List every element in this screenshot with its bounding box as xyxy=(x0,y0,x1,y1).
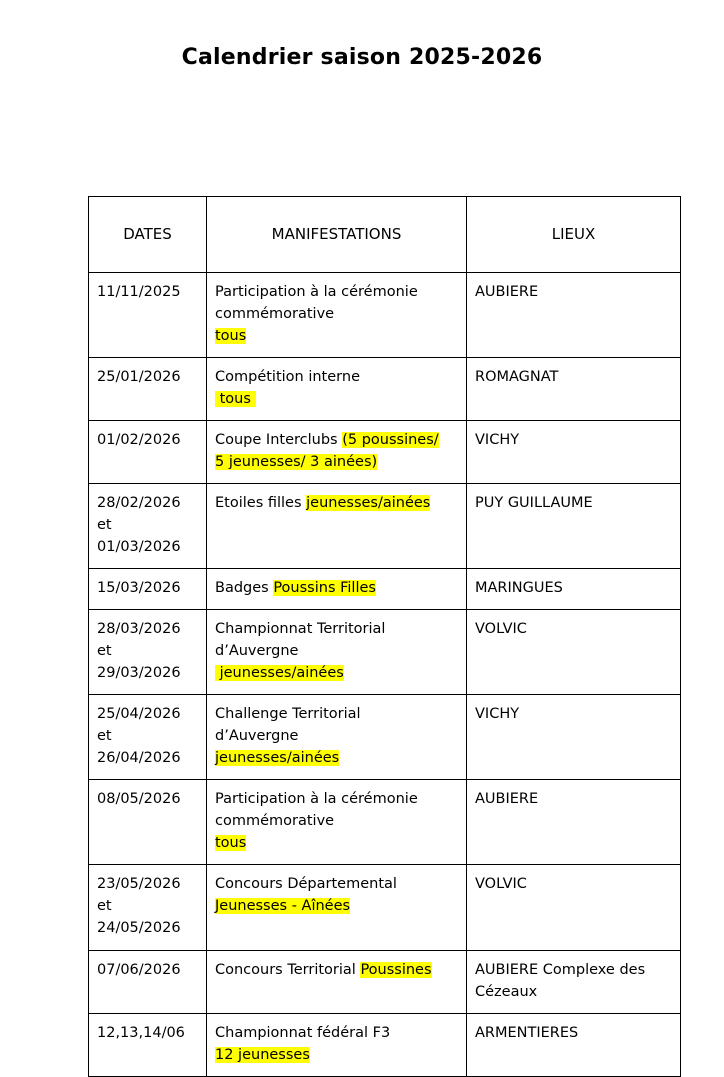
date-line: et xyxy=(97,517,112,534)
date-line: 25/04/2026 xyxy=(97,706,181,723)
date-line: et xyxy=(97,643,112,660)
lieu-line: AUBIERE xyxy=(475,791,539,808)
cell-lieu xyxy=(467,865,681,950)
table-header-row xyxy=(89,197,681,273)
manifestation-line: commémorative xyxy=(215,813,335,830)
cell-date xyxy=(89,610,207,695)
manifestation-line: d’Auvergne xyxy=(215,728,299,745)
manifestation-highlight: jeunesses/ainées xyxy=(306,495,431,512)
cell-manifestation xyxy=(207,272,467,357)
cell-lieu xyxy=(467,484,681,569)
cell-manifestation xyxy=(207,950,467,1013)
manifestation-line: Concours Territorial xyxy=(215,961,361,978)
date-line: 25/01/2026 xyxy=(97,368,181,385)
cell-lieu xyxy=(467,272,681,357)
column-header-dates: DATES xyxy=(89,197,207,273)
table-row xyxy=(89,865,681,950)
manifestation-line: Coupe Interclubs xyxy=(215,431,343,448)
manifestation-line: Challenge Territorial xyxy=(215,706,361,723)
table-row xyxy=(89,780,681,865)
document-page xyxy=(0,45,724,1069)
cell-manifestation xyxy=(207,569,467,610)
manifestation-highlight: Poussines xyxy=(360,961,432,978)
manifestation-line: Championnat Territorial xyxy=(215,621,386,638)
cell-date xyxy=(89,357,207,420)
date-line: et xyxy=(97,728,112,745)
cell-date xyxy=(89,272,207,357)
manifestation-highlight: Poussins Filles xyxy=(273,580,376,597)
cell-lieu xyxy=(467,420,681,483)
lieu-line: ROMAGNAT xyxy=(475,368,559,385)
manifestation-line: commémorative xyxy=(215,305,335,322)
manifestation-line: Championnat fédéral F3 xyxy=(215,1024,391,1041)
cell-manifestation xyxy=(207,695,467,780)
date-line: 28/02/2026 xyxy=(97,495,181,512)
cell-date xyxy=(89,569,207,610)
manifestation-highlight: jeunesses/ainées xyxy=(215,750,340,767)
cell-manifestation xyxy=(207,610,467,695)
table-row xyxy=(89,695,681,780)
cell-date xyxy=(89,950,207,1013)
lieu-line: VICHY xyxy=(475,706,520,723)
lieu-line: VICHY xyxy=(475,431,520,448)
manifestation-line: Participation à la cérémonie xyxy=(215,791,418,808)
date-line: 01/02/2026 xyxy=(97,431,181,448)
cell-date xyxy=(89,695,207,780)
date-line: 07/06/2026 xyxy=(97,961,181,978)
cell-date xyxy=(89,420,207,483)
cell-lieu xyxy=(467,610,681,695)
manifestation-highlight: 12 jeunesses xyxy=(215,1046,310,1063)
table-row xyxy=(89,357,681,420)
date-line: 11/11/2025 xyxy=(97,283,181,300)
cell-lieu xyxy=(467,569,681,610)
calendar-table-container xyxy=(88,196,680,1077)
column-header-manifestations: MANIFESTATIONS xyxy=(207,197,467,273)
calendar-table xyxy=(88,196,681,1077)
lieu-line: VOLVIC xyxy=(475,621,527,638)
manifestation-line: Participation à la cérémonie xyxy=(215,283,418,300)
cell-lieu xyxy=(467,780,681,865)
manifestation-highlight: jeunesses/ainées xyxy=(215,665,344,682)
cell-manifestation xyxy=(207,484,467,569)
lieu-line: AUBIERE xyxy=(475,283,539,300)
table-row xyxy=(89,1013,681,1076)
manifestation-highlight: Jeunesses - Aînées xyxy=(215,898,351,915)
manifestation-highlight: tous xyxy=(215,390,256,407)
table-row xyxy=(89,610,681,695)
table-row xyxy=(89,950,681,1013)
date-line: 28/03/2026 xyxy=(97,621,181,638)
date-line: 26/04/2026 xyxy=(97,750,181,767)
date-line: 01/03/2026 xyxy=(97,539,181,556)
manifestation-line: Concours Départemental xyxy=(215,876,397,893)
manifestation-line: d’Auvergne xyxy=(215,643,299,660)
manifestation-highlight: tous xyxy=(215,327,247,344)
date-line: 23/05/2026 xyxy=(97,876,181,893)
date-line: 12,13,14/06 xyxy=(97,1024,185,1041)
table-row xyxy=(89,484,681,569)
table-row xyxy=(89,272,681,357)
cell-manifestation xyxy=(207,1013,467,1076)
manifestation-highlight: (5 poussines/ xyxy=(342,431,439,448)
lieu-line: AUBIERE Complexe des xyxy=(475,961,646,978)
cell-date xyxy=(89,780,207,865)
manifestation-highlight: tous xyxy=(215,835,247,852)
lieu-line: PUY GUILLAUME xyxy=(475,495,593,512)
manifestation-line: Etoiles filles xyxy=(215,495,307,512)
cell-manifestation xyxy=(207,357,467,420)
cell-date xyxy=(89,484,207,569)
date-line: 15/03/2026 xyxy=(97,580,181,597)
cell-date xyxy=(89,865,207,950)
cell-lieu xyxy=(467,695,681,780)
lieu-line: MARINGUES xyxy=(475,580,563,597)
date-line: 08/05/2026 xyxy=(97,791,181,808)
lieu-line: Cézeaux xyxy=(475,983,538,1000)
cell-manifestation xyxy=(207,865,467,950)
cell-lieu xyxy=(467,950,681,1013)
cell-manifestation xyxy=(207,420,467,483)
manifestation-line: Badges xyxy=(215,580,274,597)
cell-lieu xyxy=(467,1013,681,1076)
cell-lieu xyxy=(467,357,681,420)
date-line: et xyxy=(97,898,112,915)
page-title: Calendrier saison 2025-2026 xyxy=(181,45,543,70)
table-row xyxy=(89,569,681,610)
table-row xyxy=(89,420,681,483)
cell-manifestation xyxy=(207,780,467,865)
date-line: 29/03/2026 xyxy=(97,665,181,682)
cell-date xyxy=(89,1013,207,1076)
manifestation-line: Compétition interne xyxy=(215,368,360,385)
date-line: 24/05/2026 xyxy=(97,920,181,937)
column-header-lieux: LIEUX xyxy=(467,197,681,273)
lieu-line: ARMENTIERES xyxy=(475,1024,579,1041)
manifestation-highlight: 5 jeunesses/ 3 ainées) xyxy=(215,453,378,470)
lieu-line: VOLVIC xyxy=(475,876,527,893)
